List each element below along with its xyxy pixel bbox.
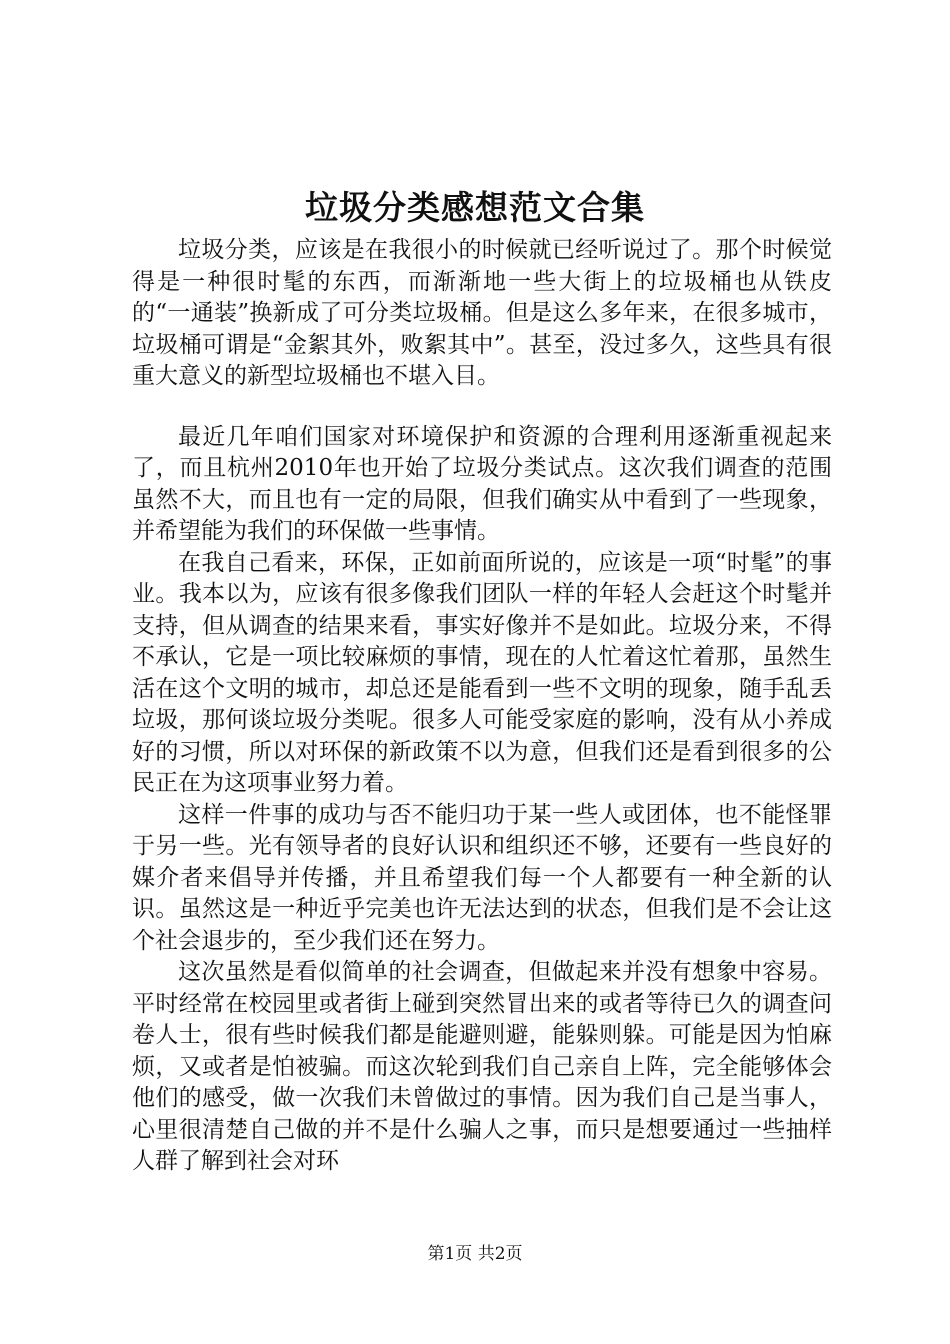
paragraph-1: 垃圾分类，应该是在我很小的时候就已经听说过了。那个时候觉得是一种很时髦的东西，而渐渐地一些大街上的垃圾桶也从铁皮的“一通装”换新成了可分类垃圾桶。但是这么多年来，在很多城市，垃圾桶可谓是“金絮其外，败絮其中”。甚至，没过多久，这些具有很重大意义的新型垃圾桶也不堪入目。 xyxy=(132,237,832,389)
paragraph-4: 这样一件事的成功与否不能归功于某一些人或团体，也不能怪罪于另一些。光有领导者的良好认识和组织还不够，还要有一些良好的媒介者来倡导并传播，并且希望我们每一个人都要有一种全新的认识。虽然这是一种近乎完美也许无法达到的状态，但我们是不会让这个社会退步的，至少我们还在努力。 xyxy=(132,801,832,954)
paragraph-2: 最近几年咱们国家对环境保护和资源的合理利用逐渐重视起来了，而且杭州2010年也开始了垃圾分类试点。这次我们调查的范围虽然不大，而且也有一定的局限，但我们确实从中看到了一些现象，并希望能为我们的环保做一些事情。 xyxy=(132,423,832,544)
paragraph-5: 这次虽然是看似简单的社会调查，但做起来并没有想象中容易。平时经常在校园里或者街上碰到突然冒出来的或者等待已久的调查问卷人士，很有些时候我们都是能避则避，能躲则躲。可能是因为怕麻烦，又或者是怕被骗。而这次轮到我们自己亲自上阵，完全能够体会他们的感受，做一次我们未曾做过的事情。因为我们自己是当事人，心里很清楚自己做的并不是什么骗人之事，而只是想要通过一些抽样人群了解到社会对环 xyxy=(132,959,832,1174)
document-title: 垃圾分类感想范文合集 xyxy=(305,188,645,227)
document-body xyxy=(132,235,832,1178)
paragraph-spacer xyxy=(132,393,832,422)
page-number-footer: 第1页 共2页 xyxy=(427,1244,523,1264)
paragraph-3: 在我自己看来，环保，正如前面所说的，应该是一项“时髦”的事业。我本以为，应该有很多像我们团队一样的年轻人会赶这个时髦并支持，但从调查的结果来看，事实好像并不是如此。垃圾分来，不得不承认，它是一项比较麻烦的事情，现在的人忙着这忙着那，虽然生活在这个文明的城市，却总还是能看到一些不文明的现象，随手乱丢垃圾，那何谈垃圾分类呢。很多人可能受家庭的影响，没有从小养成好的习惯，所以对环保的新政策不以为意，但我们还是看到很多的公民正在为这项事业努力着。 xyxy=(132,549,832,796)
